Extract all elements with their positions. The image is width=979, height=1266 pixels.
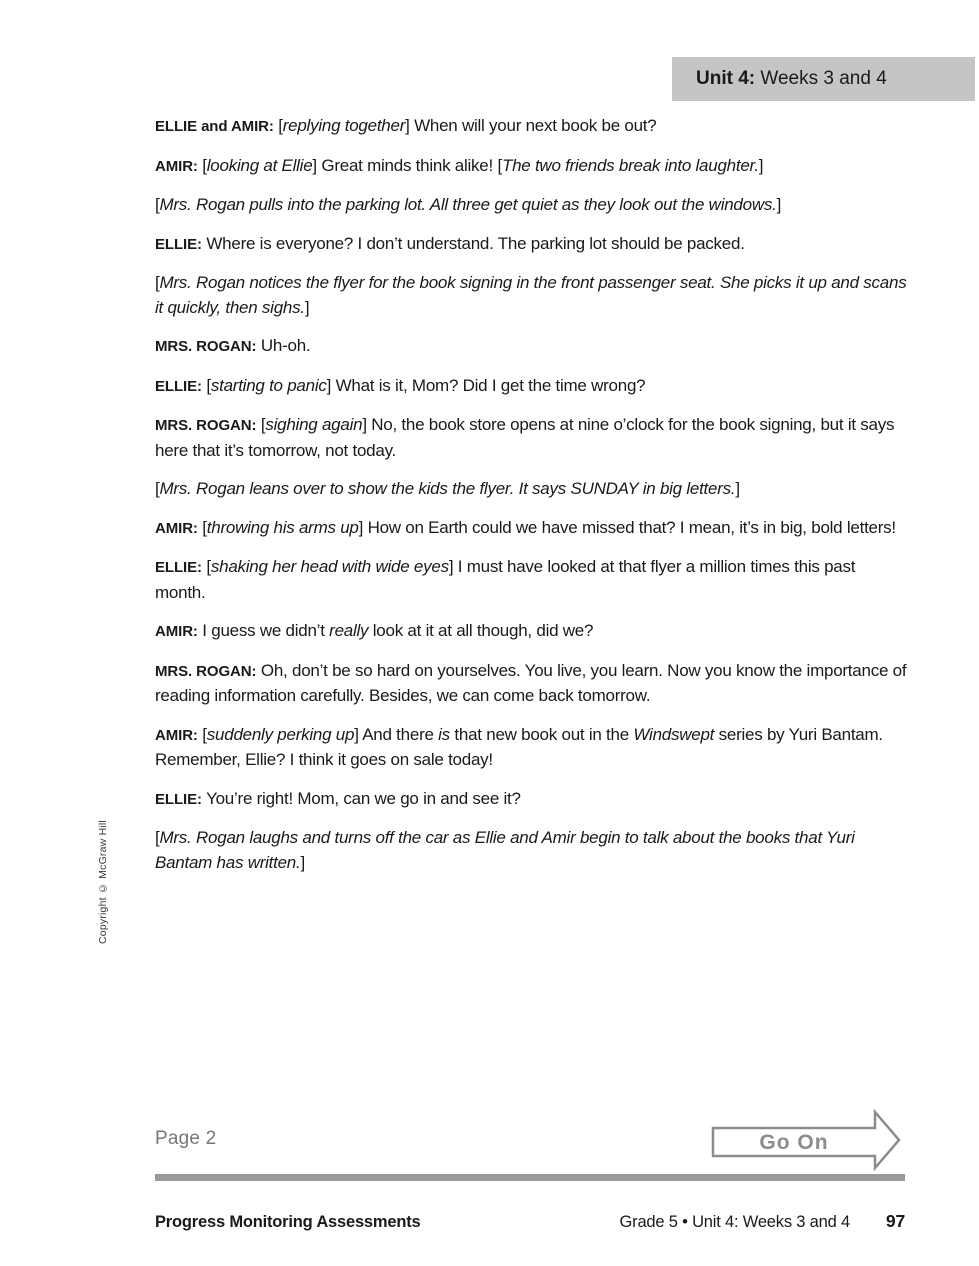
footer-right-group [620,1211,905,1232]
unit-banner-unit: Unit 4: [696,68,756,89]
dialogue-text: [ [273,116,283,135]
dialogue-text: ] When will your next book be out? [405,116,657,135]
dialogue-text: ] Great minds think alike! [ [312,155,502,175]
dialogue-text: [ [256,415,266,434]
speaker-label: ELLIE and AMIR: [155,118,274,135]
speaker-label: ELLIE: [155,559,202,576]
dialogue-text: ] How on Earth could we have missed that? I mean, it’s in big, bold letters! [358,517,896,537]
speaker-label: MRS. ROGAN: [155,662,257,680]
stage-direction: looking at Ellie [206,155,313,175]
dialogue-text: [ [155,828,160,847]
dialogue-text: I guess we didn’t [197,621,330,640]
speaker-label: ELLIE: [155,377,202,395]
footer-title: Progress Monitoring Assessments [155,1213,421,1231]
dialogue-text: [ [197,517,207,537]
dialogue-text: [ [201,375,211,395]
go-on-label: Go On [759,1131,829,1154]
stage-direction: Mrs. Rogan leans over to show the kids the flyer. It says SUNDAY in big letters. [159,479,736,498]
script-paragraph [155,826,907,875]
speaker-label: MRS. ROGAN: [155,417,257,434]
script-paragraph [155,374,907,400]
stage-direction: The two friends break into laughter. [501,155,759,175]
stage-direction: sighing again [265,415,363,434]
script-paragraph [155,271,907,320]
page-label: Page 2 [155,1128,217,1149]
script-paragraph [155,334,907,360]
dialogue-text: You’re right! Mom, can we go in and see it? [201,788,521,808]
stage-direction: Mrs. Rogan notices the flyer for the book signing in the front passenger seat. She picks it up and scans it quickly, then sighs. [155,273,907,317]
dialogue-text: ] [300,852,305,872]
dialogue-text: [ [155,273,160,292]
stage-direction: replying together [282,116,406,135]
dialogue-text: ] No, the book store opens at nine o’clock for the book signing, but it says here that it’s tomorrow, not today. [155,415,895,460]
script-paragraph [155,232,907,258]
stage-direction: Windswept [633,724,715,744]
go-on-button[interactable] [711,1106,905,1174]
script-paragraph [155,619,907,645]
speaker-label: AMIR: [155,519,198,537]
script-paragraph [155,154,907,180]
stage-direction: throwing his arms up [206,517,359,537]
speaker-label: AMIR: [155,623,198,640]
speaker-label: MRS. ROGAN: [155,338,257,355]
script-paragraph [155,723,907,773]
dialogue-text: [ [155,479,160,498]
dialogue-text: series by Yuri Bantam. Remember, Ellie? I think it goes on sale today! [155,724,883,769]
script-paragraph [155,477,907,502]
page-footer [155,1211,905,1232]
stage-direction: Mrs. Rogan laughs and turns off the car as Ellie and Amir begin to talk about the books that Yuri Bantam has written. [155,828,855,872]
stage-direction: shaking her head with wide eyes [210,557,449,576]
dialogue-text: Where is everyone? I don’t understand. The parking lot should be packed. [201,233,745,253]
speaker-label: ELLIE: [155,235,202,253]
script-paragraph [155,413,907,463]
stage-direction: Mrs. Rogan pulls into the parking lot. All three get quiet as they look out the windows. [159,195,777,214]
script-paragraph [155,516,907,542]
script-paragraph [155,555,907,605]
dialogue-text: ] And there [354,724,439,744]
speaker-label: ELLIE: [155,790,202,808]
dialogue-text: ] [758,155,764,175]
stage-direction: suddenly perking up [206,724,355,744]
dialogue-text: ] [304,297,310,317]
dialogue-text: ] [776,195,782,214]
speaker-label: AMIR: [155,726,198,744]
copyright-sidebar-text: Copyright © McGraw Hill [97,820,109,944]
dialogue-text: ] What is it, Mom? Did I get the time wrong? [326,375,646,395]
footer-rule [155,1174,905,1181]
dialogue-text: Uh-oh. [256,336,311,355]
footer-grade-unit: Grade 5 • Unit 4: Weeks 3 and 4 [619,1213,850,1231]
speaker-label: AMIR: [155,157,198,175]
stage-direction: really [329,621,369,640]
dialogue-text: [ [155,195,160,214]
dialogue-text: look at it at all though, did we? [368,621,594,640]
script-paragraph [155,114,907,140]
go-on-arrow-icon [711,1106,905,1174]
dialogue-text: [ [197,155,207,175]
dialogue-text: Oh, don’t be so hard on yourselves. You live, you learn. Now you know the importance of reading information carefully. Besides, we can come back tomorrow. [155,660,907,705]
unit-banner [672,57,975,101]
script-paragraph [155,193,907,218]
dialogue-text: [ [197,724,207,744]
stage-direction: is [438,724,450,744]
dialogue-text: that new book out in the [449,724,634,744]
script-paragraph [155,659,907,709]
stage-direction: starting to panic [210,375,327,395]
dialogue-text: [ [201,557,211,576]
script-body [155,114,907,889]
footer-page-number: 97 [885,1211,905,1231]
script-paragraph [155,787,907,813]
unit-banner-weeks: Weeks 3 and 4 [755,68,887,89]
dialogue-text: ] [735,479,740,498]
dialogue-text: ] I must have looked at that flyer a million times this past month. [155,557,856,602]
